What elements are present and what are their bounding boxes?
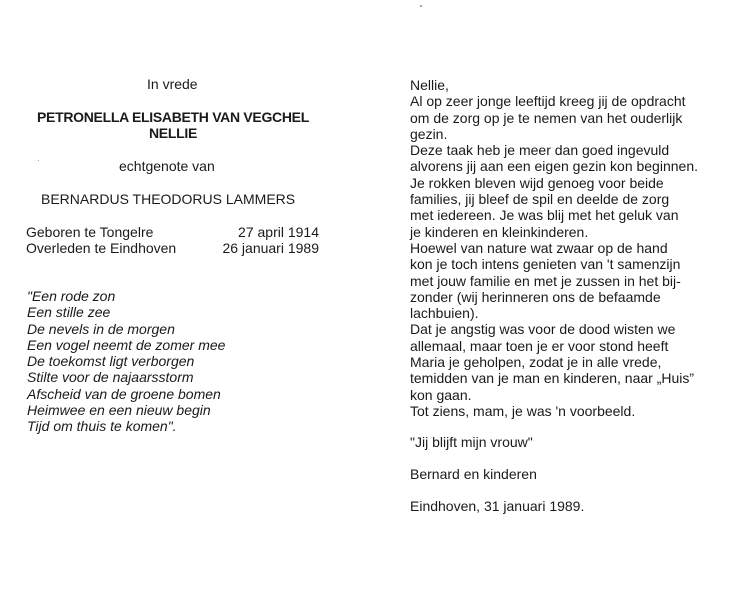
closing-quote: "Jij blijft mijn vrouw": [410, 434, 533, 450]
death-row: [26, 240, 319, 256]
deceased-full-name: PETRONELLA ELISABETH VAN VEGCHEL: [37, 109, 309, 125]
letter-line: om de zorg op je te nemen van het ouderlijk: [410, 109, 683, 126]
letter-line: allemaal, maar toen je er voor stond heeft: [410, 337, 669, 354]
letter-line: alvorens jij aan een eigen gezin kon beginnen.: [410, 158, 698, 175]
poem-line: Een stille zee: [27, 304, 111, 321]
letter-line: Je rokken bleven wijd genoeg voor beide: [410, 174, 664, 191]
letter-line: Hoewel van nature wat zwaar op de hand: [410, 239, 668, 256]
letter-line: Maria je geholpen, zodat je in alle vrede,: [410, 354, 662, 371]
death-date: 26 januari 1989: [222, 240, 319, 256]
letter-line: kon je toch intens genieten van 't samenzijn: [410, 256, 681, 273]
letter-line: Al op zeer jonge leeftijd kreeg jij de opdracht: [410, 93, 686, 110]
scan-speck: [420, 5, 422, 7]
letter-line: zonder (wij herinneren ons de befaamde: [410, 288, 661, 305]
deceased-nickname: NELLIE: [149, 125, 197, 141]
letter-text: [410, 77, 698, 419]
letter-line: met iedereen. Je was blij met het geluk van: [410, 207, 679, 224]
birth-label: Geboren te Tongelre: [26, 224, 154, 240]
letter-line: kon gaan.: [410, 386, 472, 403]
spouse-name: BERNARDUS THEODORUS LAMMERS: [41, 191, 296, 207]
letter-line: gezin.: [410, 125, 448, 142]
poem-line: De nevels in de morgen: [27, 320, 175, 337]
letter-line: Dat je angstig was voor de dood wisten we: [410, 321, 676, 338]
poem-line: Tijd om thuis te komen".: [27, 418, 177, 435]
poem-line: De toekomst ligt verborgen: [27, 353, 195, 370]
poem: [27, 288, 225, 435]
poem-line: Een vogel neemt de zomer mee: [27, 336, 226, 353]
letter-line: temidden van je man en kinderen, naar „Huis”: [410, 370, 695, 387]
poem-line: Afscheid van de groene bomen: [27, 385, 221, 402]
in-vrede-heading: In vrede: [147, 76, 198, 92]
letter-line: met jouw familie en met je zussen in het bij-: [410, 272, 681, 289]
scan-speck: [38, 160, 39, 161]
letter-line: Nellie,: [410, 77, 449, 93]
death-label: Overleden te Eindhoven: [26, 240, 177, 256]
poem-line: Stilte voor de najaarsstorm: [27, 369, 194, 386]
letter-line: je kinderen en kleinkinderen.: [410, 223, 589, 240]
letter-line: Tot ziens, mam, je was 'n voorbeeld.: [410, 402, 636, 419]
letter-line: lachbuien).: [410, 305, 479, 322]
poem-line: "Een rode zon: [27, 288, 116, 304]
spouse-intro: echtgenote van: [119, 158, 215, 174]
signature: Bernard en kinderen: [410, 466, 537, 482]
poem-line: Heimwee en een nieuw begin: [27, 402, 211, 419]
birth-date: 27 april 1914: [238, 224, 319, 240]
place-and-date: Eindhoven, 31 januari 1989.: [410, 498, 585, 514]
letter-line: Deze taak heb je meer dan goed ingevuld: [410, 142, 670, 159]
birth-row: [26, 224, 319, 240]
letter-line: families, jij bleef de spil en deelde de zorg: [410, 191, 670, 208]
